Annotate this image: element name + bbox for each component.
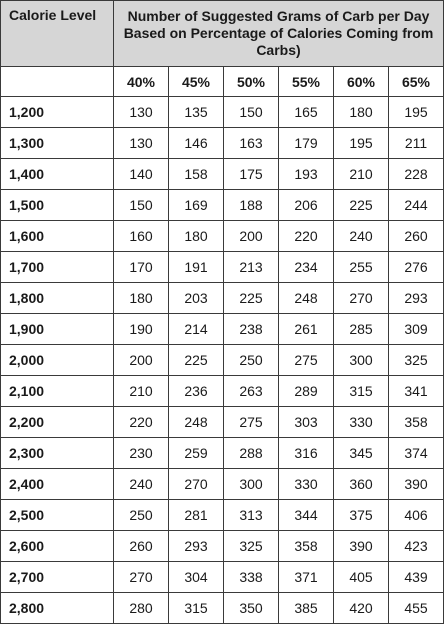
table-row: [1, 345, 444, 376]
grams-value-cell: 191: [169, 252, 224, 283]
table-row: [1, 438, 444, 469]
table-row: [1, 190, 444, 221]
grams-value-cell: 313: [224, 500, 279, 531]
grams-value-cell: 390: [334, 531, 389, 562]
grams-value-cell: 358: [279, 531, 334, 562]
grams-value-cell: 211: [389, 128, 444, 159]
grams-value-cell: 234: [279, 252, 334, 283]
grams-value-cell: 300: [334, 345, 389, 376]
grams-value-cell: 423: [389, 531, 444, 562]
grams-value-cell: 140: [114, 159, 169, 190]
calorie-level-cell: 2,200: [1, 407, 114, 438]
calorie-level-cell: 2,400: [1, 469, 114, 500]
grams-value-cell: 236: [169, 376, 224, 407]
grams-value-cell: 304: [169, 562, 224, 593]
table-row: [1, 500, 444, 531]
grams-value-cell: 260: [389, 221, 444, 252]
grams-value-cell: 225: [224, 283, 279, 314]
grams-value-cell: 220: [114, 407, 169, 438]
table-row: [1, 469, 444, 500]
grams-value-cell: 146: [169, 128, 224, 159]
calorie-level-cell: 1,700: [1, 252, 114, 283]
grams-value-cell: 193: [279, 159, 334, 190]
grams-value-cell: 345: [334, 438, 389, 469]
grams-value-cell: 188: [224, 190, 279, 221]
grams-value-cell: 169: [169, 190, 224, 221]
table-row: [1, 97, 444, 128]
grams-value-cell: 225: [334, 190, 389, 221]
grams-value-cell: 179: [279, 128, 334, 159]
grams-value-cell: 214: [169, 314, 224, 345]
grams-value-cell: 259: [169, 438, 224, 469]
calorie-level-cell: 2,800: [1, 593, 114, 624]
grams-value-cell: 270: [169, 469, 224, 500]
grams-value-cell: 330: [279, 469, 334, 500]
grams-value-cell: 180: [334, 97, 389, 128]
grams-value-cell: 260: [114, 531, 169, 562]
grams-value-cell: 150: [224, 97, 279, 128]
grams-value-cell: 374: [389, 438, 444, 469]
grams-value-cell: 210: [334, 159, 389, 190]
grams-value-cell: 130: [114, 128, 169, 159]
grams-value-cell: 230: [114, 438, 169, 469]
calorie-level-cell: 1,500: [1, 190, 114, 221]
grams-value-cell: 276: [389, 252, 444, 283]
grams-value-cell: 160: [114, 221, 169, 252]
table-row: [1, 221, 444, 252]
grams-value-cell: 190: [114, 314, 169, 345]
grams-value-cell: 385: [279, 593, 334, 624]
grams-value-cell: 180: [169, 221, 224, 252]
grams-value-cell: 210: [114, 376, 169, 407]
calorie-level-cell: 1,800: [1, 283, 114, 314]
percent-header-45: 45%: [169, 67, 224, 97]
grams-value-cell: 341: [389, 376, 444, 407]
grams-value-cell: 439: [389, 562, 444, 593]
grams-value-cell: 350: [224, 593, 279, 624]
percent-header-55: 55%: [279, 67, 334, 97]
table-row: [1, 407, 444, 438]
grams-value-cell: 165: [279, 97, 334, 128]
grams-value-cell: 315: [169, 593, 224, 624]
grams-value-cell: 344: [279, 500, 334, 531]
grams-value-cell: 195: [389, 97, 444, 128]
grams-value-cell: 316: [279, 438, 334, 469]
grams-value-cell: 238: [224, 314, 279, 345]
percent-header-60: 60%: [334, 67, 389, 97]
grams-value-cell: 261: [279, 314, 334, 345]
table-row: [1, 376, 444, 407]
calorie-level-cell: 1,900: [1, 314, 114, 345]
calorie-level-cell: 2,700: [1, 562, 114, 593]
percent-header-65: 65%: [389, 67, 444, 97]
grams-value-cell: 225: [169, 345, 224, 376]
grams-value-cell: 200: [114, 345, 169, 376]
grams-value-cell: 244: [389, 190, 444, 221]
grams-value-cell: 325: [389, 345, 444, 376]
grams-value-cell: 203: [169, 283, 224, 314]
grams-value-cell: 248: [169, 407, 224, 438]
grams-value-cell: 240: [114, 469, 169, 500]
grams-value-cell: 358: [389, 407, 444, 438]
calorie-level-header: Calorie Level: [1, 1, 114, 67]
grams-value-cell: 213: [224, 252, 279, 283]
calorie-level-cell: 2,300: [1, 438, 114, 469]
grams-value-cell: 289: [279, 376, 334, 407]
calorie-level-cell: 2,600: [1, 531, 114, 562]
grams-value-cell: 338: [224, 562, 279, 593]
grams-value-cell: 158: [169, 159, 224, 190]
grams-value-cell: 255: [334, 252, 389, 283]
grams-value-cell: 240: [334, 221, 389, 252]
grams-value-cell: 195: [334, 128, 389, 159]
grams-value-cell: 163: [224, 128, 279, 159]
grams-value-cell: 180: [114, 283, 169, 314]
grams-value-cell: 406: [389, 500, 444, 531]
calorie-level-cell: 2,500: [1, 500, 114, 531]
table-row: [1, 593, 444, 624]
table-row: [1, 283, 444, 314]
table-row: [1, 128, 444, 159]
grams-value-cell: 330: [334, 407, 389, 438]
grams-value-cell: 293: [389, 283, 444, 314]
grams-value-cell: 270: [334, 283, 389, 314]
grams-value-cell: 170: [114, 252, 169, 283]
grams-value-cell: 309: [389, 314, 444, 345]
grams-value-cell: 293: [169, 531, 224, 562]
grams-value-cell: 375: [334, 500, 389, 531]
grams-value-cell: 303: [279, 407, 334, 438]
grams-value-cell: 390: [389, 469, 444, 500]
grams-value-cell: 420: [334, 593, 389, 624]
table-row: [1, 159, 444, 190]
calorie-level-cell: 1,600: [1, 221, 114, 252]
grams-value-cell: 300: [224, 469, 279, 500]
grams-value-cell: 220: [279, 221, 334, 252]
table-row: [1, 531, 444, 562]
calorie-level-cell: 1,300: [1, 128, 114, 159]
grams-value-cell: 263: [224, 376, 279, 407]
grams-value-cell: 135: [169, 97, 224, 128]
table-row: [1, 562, 444, 593]
grams-value-cell: 150: [114, 190, 169, 221]
table-body: [1, 97, 444, 624]
grams-value-cell: 248: [279, 283, 334, 314]
grams-value-cell: 281: [169, 500, 224, 531]
percent-header-40: 40%: [114, 67, 169, 97]
table-row: [1, 252, 444, 283]
grams-value-cell: 200: [224, 221, 279, 252]
grams-value-cell: 228: [389, 159, 444, 190]
grams-value-cell: 175: [224, 159, 279, 190]
table-header-row: [1, 1, 444, 67]
grams-value-cell: 288: [224, 438, 279, 469]
grams-value-cell: 250: [114, 500, 169, 531]
calorie-level-cell: 1,200: [1, 97, 114, 128]
blank-header-cell: [1, 67, 114, 97]
grams-per-day-header: Number of Suggested Grams of Carb per Day Based on Percentage of Calories Coming from Carbs): [114, 1, 444, 67]
grams-value-cell: 206: [279, 190, 334, 221]
grams-value-cell: 275: [224, 407, 279, 438]
grams-value-cell: 360: [334, 469, 389, 500]
grams-value-cell: 280: [114, 593, 169, 624]
grams-value-cell: 250: [224, 345, 279, 376]
grams-value-cell: 405: [334, 562, 389, 593]
grams-value-cell: 371: [279, 562, 334, 593]
grams-value-cell: 130: [114, 97, 169, 128]
table-row: [1, 314, 444, 345]
percent-header-50: 50%: [224, 67, 279, 97]
grams-value-cell: 285: [334, 314, 389, 345]
grams-value-cell: 270: [114, 562, 169, 593]
percent-header-row: [1, 67, 444, 97]
grams-value-cell: 315: [334, 376, 389, 407]
calorie-level-cell: 2,100: [1, 376, 114, 407]
calorie-level-cell: 2,000: [1, 345, 114, 376]
grams-value-cell: 275: [279, 345, 334, 376]
calorie-level-cell: 1,400: [1, 159, 114, 190]
grams-value-cell: 455: [389, 593, 444, 624]
grams-value-cell: 325: [224, 531, 279, 562]
